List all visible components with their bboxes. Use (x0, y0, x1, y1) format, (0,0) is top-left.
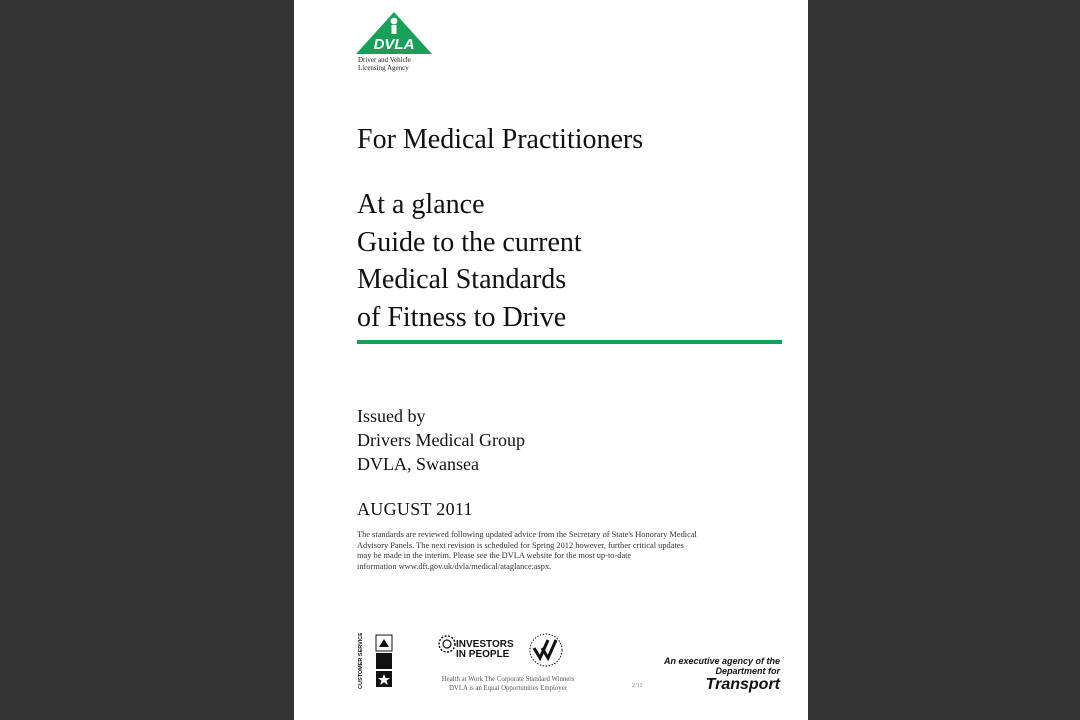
investors-line: INVESTORS (456, 639, 514, 650)
logo-subtitle (358, 56, 448, 72)
logo-subtitle-line: Driver and Vehicle (358, 56, 411, 64)
title-line: Guide to the current (357, 226, 582, 258)
cse-badge-icon (352, 633, 396, 691)
investors-in-people-text (456, 640, 514, 660)
document-pretitle: For Medical Practitioners (357, 124, 644, 155)
footer-note-line: Health at Work The Corporate Standard Winners (441, 676, 575, 683)
investors-in-people-icon (438, 633, 456, 655)
issued-line: Drivers Medical Group (357, 430, 525, 450)
page-code: 2/11 (632, 683, 643, 689)
issued-line: Issued by (357, 406, 426, 426)
exec-line: An executive agency of the (663, 656, 780, 666)
fine-print-line: information www.dft.gov.uk/dvla/medical/ataglance.aspx. (357, 561, 552, 571)
svg-text:DVLA: DVLA (373, 36, 415, 53)
fine-print-line: The standards are reviewed following updated advice from the Secretary of State's Honorary Medical (357, 530, 697, 539)
two-ticks-icon (526, 630, 566, 670)
document-page (294, 0, 808, 720)
exec-transport: Transport (705, 676, 780, 693)
title-line: At a glance (357, 189, 485, 220)
fine-print (357, 530, 727, 572)
two-ticks-logo (526, 630, 566, 675)
department-for-transport-mark (664, 656, 780, 694)
fine-print-line: Advisory Panels. The next revision is scheduled for Spring 2012 however, further critical updates (357, 540, 684, 550)
investors-line: IN PEOPLE (456, 649, 510, 660)
document-title (357, 186, 582, 336)
issued-by-block (357, 404, 525, 476)
investors-in-people-logo (438, 633, 456, 660)
fine-print-line: may be made in the interim. Please see the DVLA website for the most up-to-date (357, 551, 632, 560)
publication-date: AUGUST 2011 (357, 499, 473, 519)
footer-note-line: DVLA is an Equal Opportunities Employer (449, 685, 567, 692)
exec-line: Department for (715, 666, 780, 676)
dvla-logo (356, 12, 436, 72)
title-line: of Fitness to Drive (357, 301, 567, 333)
logo-subtitle-line: Licensing Agency (358, 64, 409, 72)
title-line: Medical Standards (357, 264, 567, 295)
green-divider (357, 340, 782, 344)
svg-text:CUSTOMER SERVICE EXCELLENCE: CUSTOMER SERVICE EXCELLENCE (358, 633, 364, 689)
issued-line: DVLA, Swansea (357, 454, 479, 474)
footer-notes (438, 675, 578, 693)
dvla-triangle-icon (356, 12, 432, 56)
customer-service-excellence-logo (352, 633, 396, 696)
